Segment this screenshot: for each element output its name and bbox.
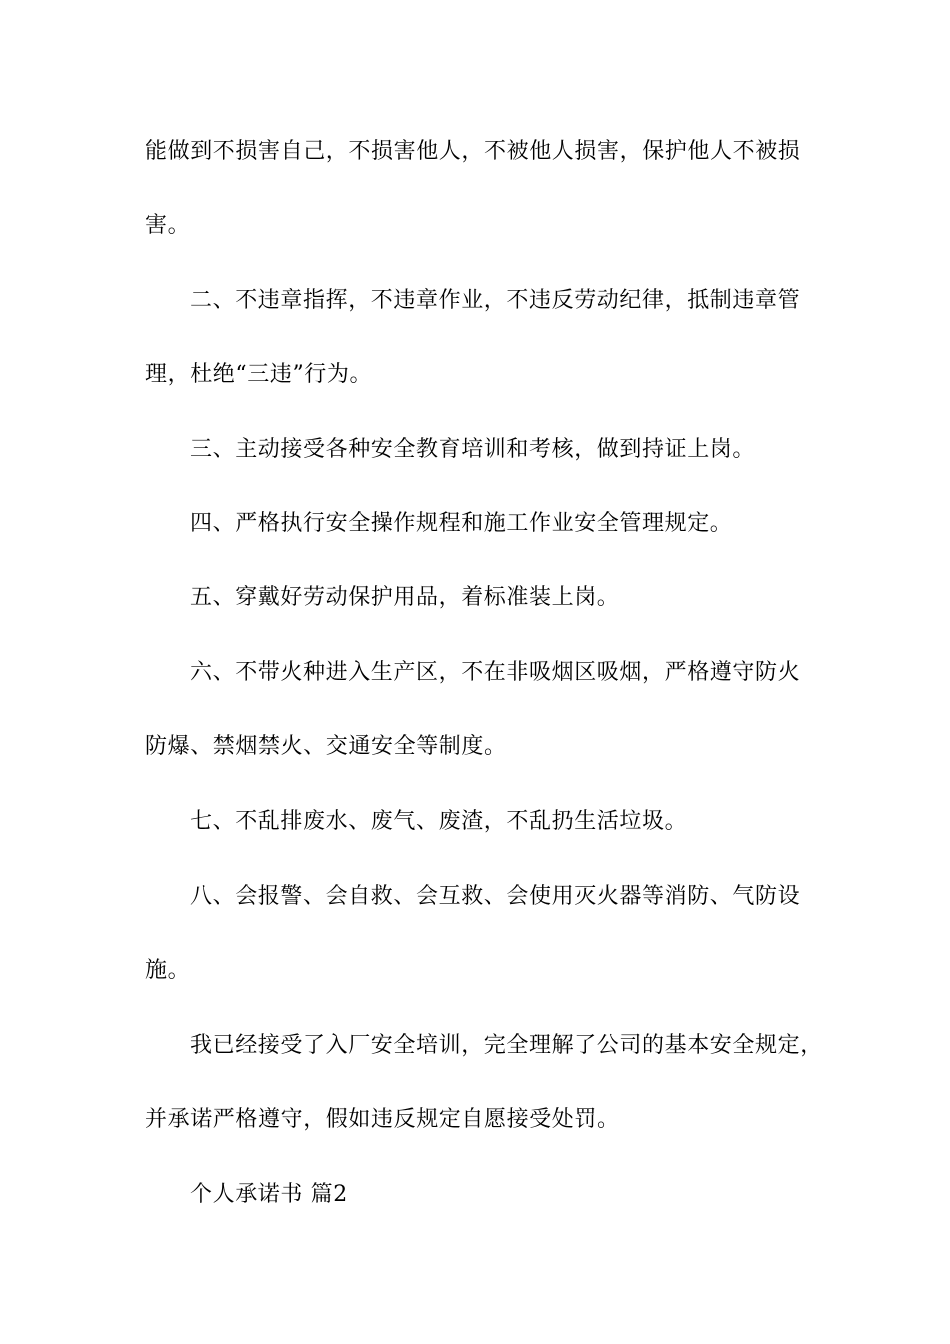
paragraph-item-2 <box>145 264 810 412</box>
paragraph-item-7 <box>145 785 810 859</box>
paragraph-item-3 <box>145 413 810 487</box>
text-line: 施。 <box>145 958 191 983</box>
text-line: 害。 <box>145 213 191 238</box>
text-line: 八、会报警、会自救、会互救、会使用灭火器等消防、气防设 <box>190 884 801 909</box>
text-line: 我已经接受了入厂安全培训，完全理解了公司的基本安全规定， <box>190 1033 823 1058</box>
paragraph-commitment <box>145 1009 823 1157</box>
heading-text: 个人承诺书 篇2 <box>190 1182 348 1207</box>
paragraph-item-8 <box>145 860 810 1008</box>
section-heading <box>145 1158 810 1232</box>
text-line: 三、主动接受各种安全教育培训和考核，做到持证上岗。 <box>190 437 756 462</box>
paragraph-item-4 <box>145 487 810 561</box>
text-line: 能做到不损害自己，不损害他人，不被他人损害，保护他人不被损 <box>145 139 801 164</box>
text-line: 四、严格执行安全操作规程和施工作业安全管理规定。 <box>190 511 733 536</box>
text-line: 七、不乱排废水、废气、废渣，不乱扔生活垃圾。 <box>190 809 688 834</box>
text-line: 理，杜绝“三违”行为。 <box>145 362 373 387</box>
text-line: 防爆、禁烟禁火、交通安全等制度。 <box>145 734 507 759</box>
paragraph-item-6 <box>145 636 810 784</box>
text-line: 五、穿戴好劳动保护用品，着标准装上岗。 <box>190 585 620 610</box>
text-line: 二、不违章指挥，不违章作业，不违反劳动纪律，抵制违章管 <box>190 288 801 313</box>
paragraph-item-5 <box>145 561 810 635</box>
text-line: 六、不带火种进入生产区，不在非吸烟区吸烟，严格遵守防火 <box>190 660 801 685</box>
paragraph-continuation <box>145 115 810 263</box>
text-line: 并承诺严格遵守，假如违反规定自愿接受处罚。 <box>145 1107 620 1132</box>
